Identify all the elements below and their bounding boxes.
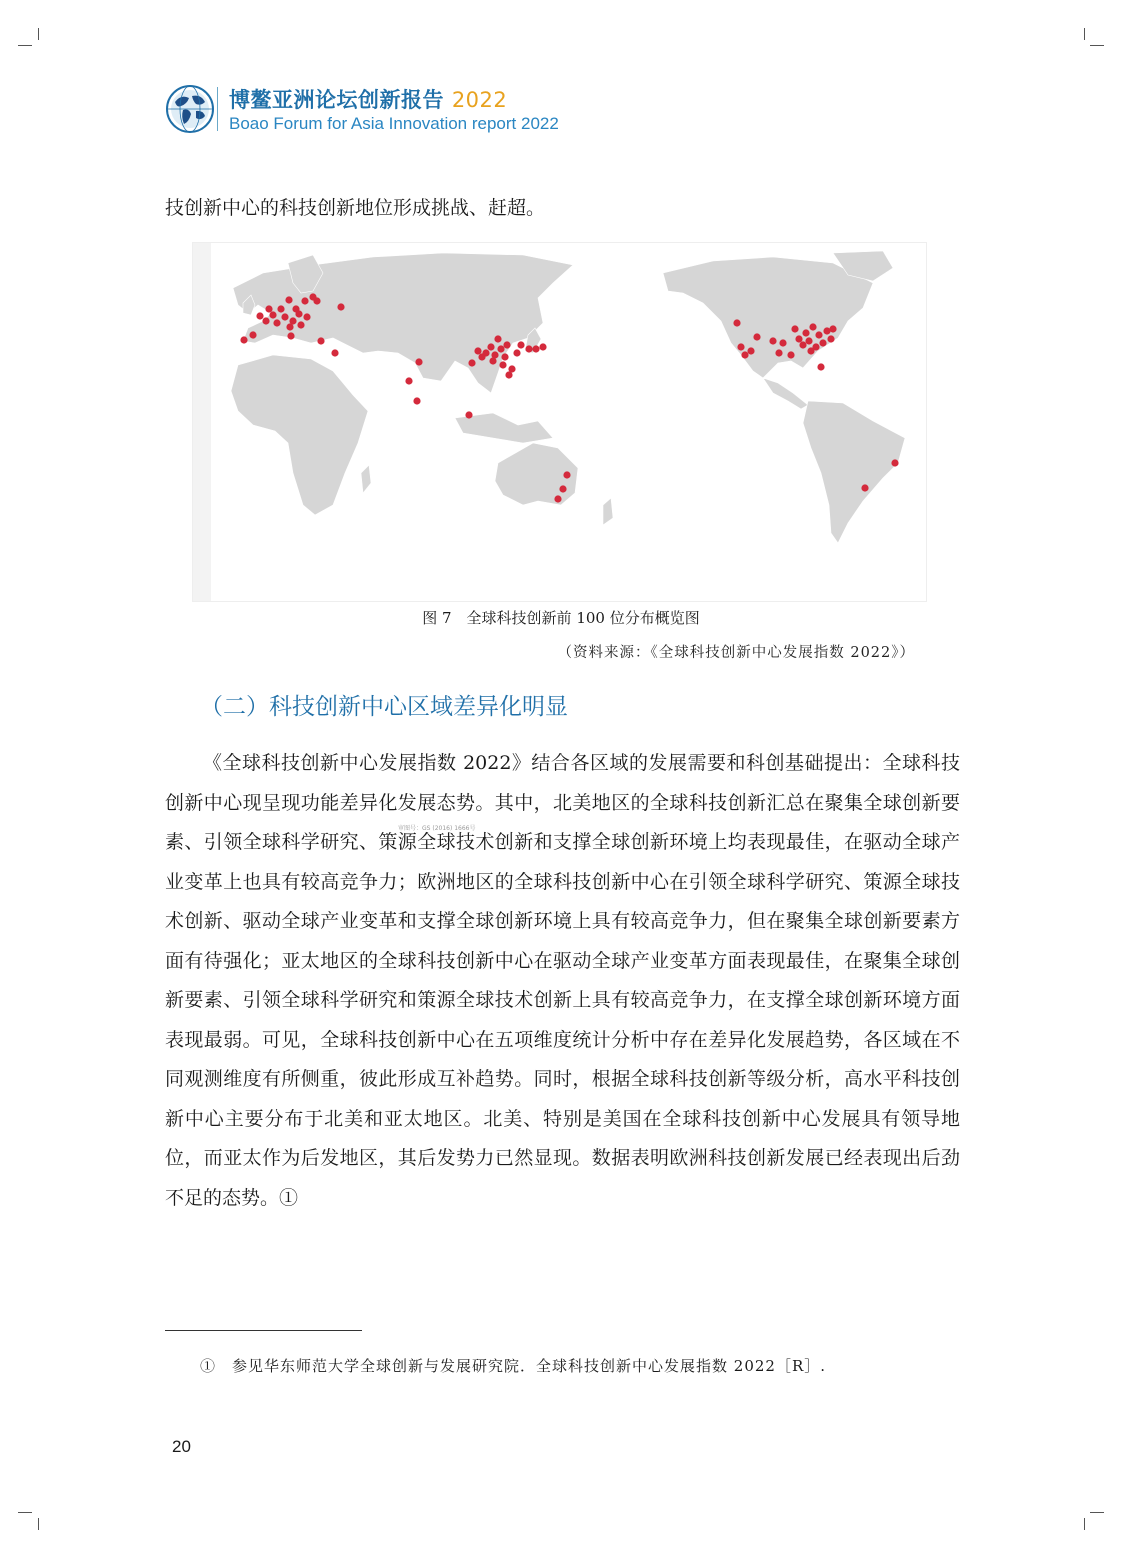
city-dot — [289, 317, 296, 324]
city-dot — [501, 353, 508, 360]
city-dot — [494, 335, 501, 342]
crop-mark — [38, 28, 39, 40]
header-title-text: 博鳌亚洲论坛创新报告 — [229, 88, 444, 112]
section-heading: （二）科技创新中心区域差异化明显 — [200, 694, 568, 720]
header-title-cn — [229, 84, 507, 114]
crop-mark — [1090, 45, 1104, 46]
city-dot — [525, 345, 532, 352]
city-dot — [815, 331, 822, 338]
city-dot — [468, 359, 475, 366]
crop-mark — [1090, 1512, 1104, 1513]
city-dot — [787, 351, 794, 358]
city-dot — [539, 343, 546, 350]
city-dot — [805, 337, 812, 344]
header-title-year: 2022 — [451, 88, 508, 112]
city-dot — [482, 349, 489, 356]
city-dot — [827, 335, 834, 342]
city-dot — [861, 484, 868, 491]
city-dot — [819, 339, 826, 346]
city-dot — [273, 319, 280, 326]
crop-mark — [18, 1512, 32, 1513]
footnote: ① 参见华东师范大学全球创新与发展研究院．全球科技创新中心发展指数 2022［R］. — [200, 1357, 827, 1375]
city-dot — [269, 311, 276, 318]
city-dot — [281, 313, 288, 320]
city-dot — [313, 297, 320, 304]
header-divider — [217, 87, 218, 131]
crop-mark — [38, 1518, 39, 1530]
city-dot — [791, 325, 798, 332]
city-dot — [747, 347, 754, 354]
city-dot — [265, 305, 272, 312]
city-dot — [499, 361, 506, 368]
header-title-en: Boao Forum for Asia Innovation report 2022 — [229, 114, 559, 133]
city-dot — [532, 345, 539, 352]
city-dot — [287, 332, 294, 339]
city-dot — [737, 343, 744, 350]
page-number: 20 — [172, 1437, 191, 1456]
city-dot — [474, 347, 481, 354]
city-dot — [779, 339, 786, 346]
figure-source: （资料来源：《全球科技创新中心发展指数 2022》） — [557, 645, 915, 661]
city-dot — [240, 336, 247, 343]
city-dot — [741, 351, 748, 358]
city-dot — [775, 349, 782, 356]
city-dot — [297, 321, 304, 328]
city-dot — [769, 337, 776, 344]
crop-mark — [18, 45, 32, 46]
city-dot — [795, 335, 802, 342]
city-dot — [465, 411, 472, 418]
world-map — [193, 243, 926, 601]
city-dot — [497, 345, 504, 352]
city-dot — [413, 397, 420, 404]
map-approval-number: 审图号：GS (2016) 1666号 — [398, 825, 476, 832]
city-dot — [331, 349, 338, 356]
city-dot — [508, 365, 515, 372]
intro-line: 技创新中心的科技创新地位形成挑战、赶超。 — [165, 197, 546, 219]
city-dot — [799, 341, 806, 348]
footnote-separator — [165, 1330, 362, 1331]
city-dot — [285, 296, 292, 303]
city-dot — [303, 313, 310, 320]
city-dot — [559, 485, 566, 492]
crop-mark — [1084, 1518, 1085, 1530]
globe-icon — [165, 84, 215, 134]
city-dot — [277, 305, 284, 312]
city-dot — [301, 297, 308, 304]
city-dot — [802, 329, 809, 336]
city-dot — [337, 303, 344, 310]
city-dot — [415, 358, 422, 365]
city-dot — [733, 319, 740, 326]
city-dot — [256, 312, 263, 319]
city-dot — [295, 310, 302, 317]
city-dot — [503, 341, 510, 348]
city-dot — [262, 317, 269, 324]
city-dot — [812, 343, 819, 350]
city-dot — [405, 377, 412, 384]
city-dot — [249, 331, 256, 338]
city-dot — [487, 343, 494, 350]
city-dot — [817, 363, 824, 370]
figure-caption: 图 7 全球科技创新前 100 位分布概览图 — [422, 609, 700, 627]
city-dot — [554, 495, 561, 502]
city-dot — [317, 337, 324, 344]
city-dot — [829, 325, 836, 332]
body-paragraph: 《全球科技创新中心发展指数 2022》结合各区域的发展需要和科创基础提出：全球科技创新中心现呈现功能差异化发展态势。其中，北美地区的全球科技创新汇总在聚集全球创新要素、引领全球科学研究、策源全球技术创新和支撑全球创新环境上均表现最佳，在驱动全球产业变革上也具有较高竞争力；欧洲地区的全球科技创新中心在引领全球科学研究、策源全球技术创新、驱动全球产业变革和支撑全球创新环境上具有较高竞争力，但在聚集全球创新要素方面有待强化；亚太地区的全球科技创新中心在驱动全球产业变革方面表现最佳，在聚集全球创新要素、引领全球科学研究和策源全球技术创新上具有较高竞争力，在支撑全球创新环境方面表现最弱。可见，全球科技创新中心在五项维度统计分析中存在差异化发展趋势，各区域在不同观测维度有所侧重，彼此形成互补趋势。同时，根据全球科技创新等级分析，高水平科技创新中心主要分布于北美和亚太地区。北美、特别是美国在全球科技创新中心发展具有领导地位，而亚太作为后发地区，其后发势力已然显现。数据表明欧洲科技创新发展已经表现出后劲不足的态势。① — [165, 752, 960, 1209]
city-dot — [563, 471, 570, 478]
city-dot — [891, 459, 898, 466]
city-dot — [517, 341, 524, 348]
city-dot — [513, 349, 520, 356]
city-dot — [491, 351, 498, 358]
crop-mark — [1084, 28, 1085, 40]
city-dot — [809, 323, 816, 330]
city-dot — [753, 333, 760, 340]
